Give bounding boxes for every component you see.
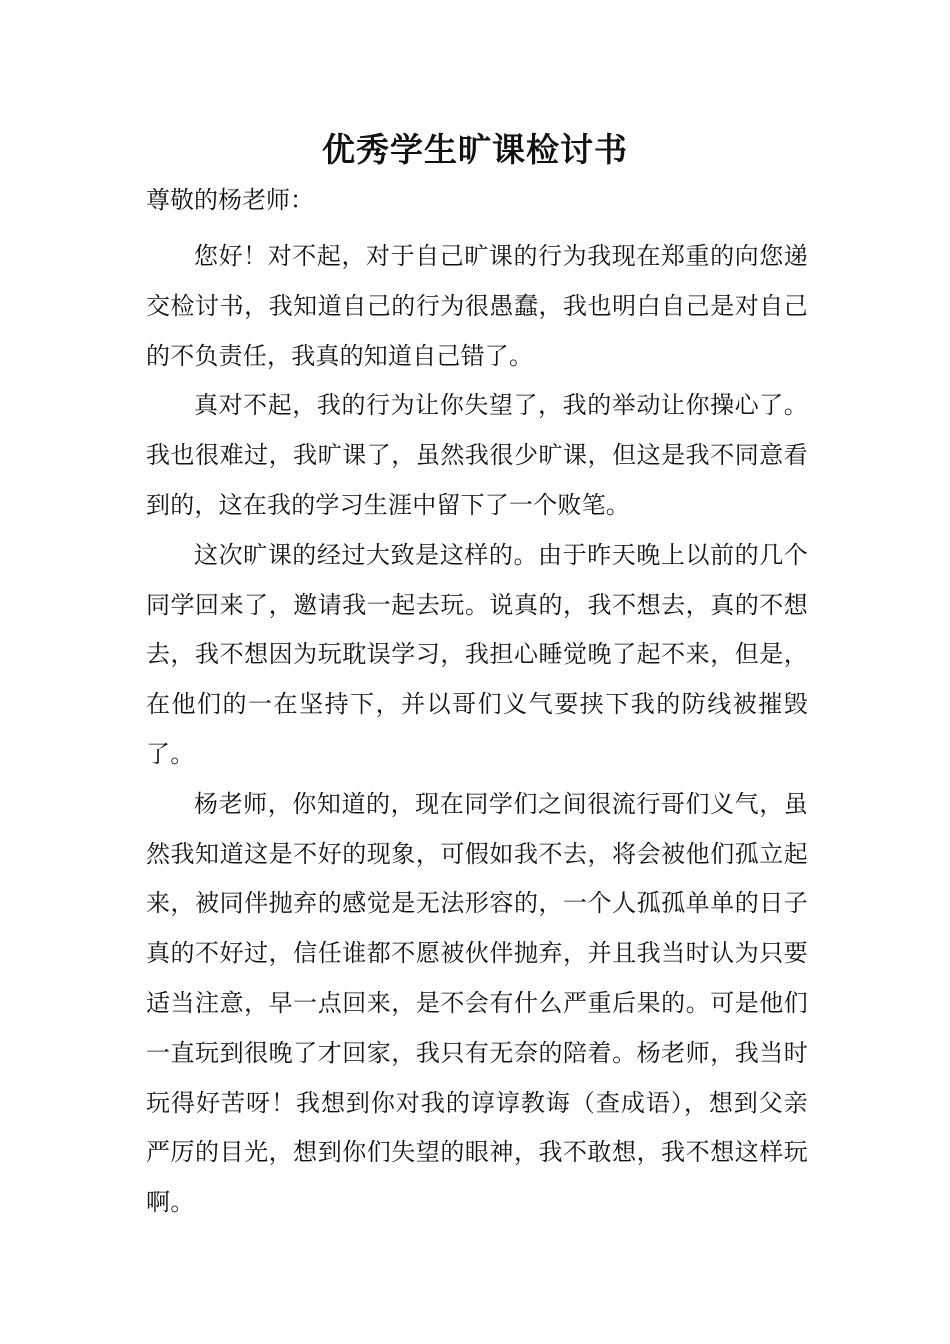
document-title: 优秀学生旷课检讨书 <box>322 130 628 169</box>
paragraph-2: 真对不起，我的行为让你失望了，我的举动让你操心了。我也很难过，我旷课了，虽然我很少旷课，但这是我不同意看到的，这在我的学习生涯中留下了一个败笔。 <box>146 391 808 519</box>
document-body <box>146 232 808 1228</box>
paragraph-3: 这次旷课的经过大致是这样的。由于昨天晚上以前的几个同学回来了，邀请我一起去玩。说真的，我不想去，真的不想去，我不想因为玩耽误学习，我担心睡觉晚了起不来，但是，在他们的一在坚持下，并以哥们义气要挟下我的防线被摧毁了。 <box>146 540 808 768</box>
salutation: 尊敬的杨老师： <box>146 186 314 214</box>
paragraph-4: 杨老师，你知道的，现在同学们之间很流行哥们义气，虽然我知道这是不好的现象，可假如我不去，将会被他们孤立起来，被同伴抛弃的感觉是无法形容的，一个人孤孤单单的日子真的不好过，信任谁都不愿被伙伴抛弃，并且我当时认为只要适当注意，早一点回来，是不会有什么严重后果的。可是他们一直玩到很晚了才回家，我只有无奈的陪着。杨老师，我当时玩得好苦呀！我想到你对我的谆谆教诲（查成语），想到父亲严厉的目光，想到你们失望的眼神，我不敢想，我不想这样玩啊。 <box>146 789 808 1217</box>
paragraph-1: 您好！对不起，对于自己旷课的行为我现在郑重的向您递交检讨书，我知道自己的行为很愚蠢，我也明白自己是对自己的不负责任，我真的知道自己错了。 <box>146 242 808 370</box>
